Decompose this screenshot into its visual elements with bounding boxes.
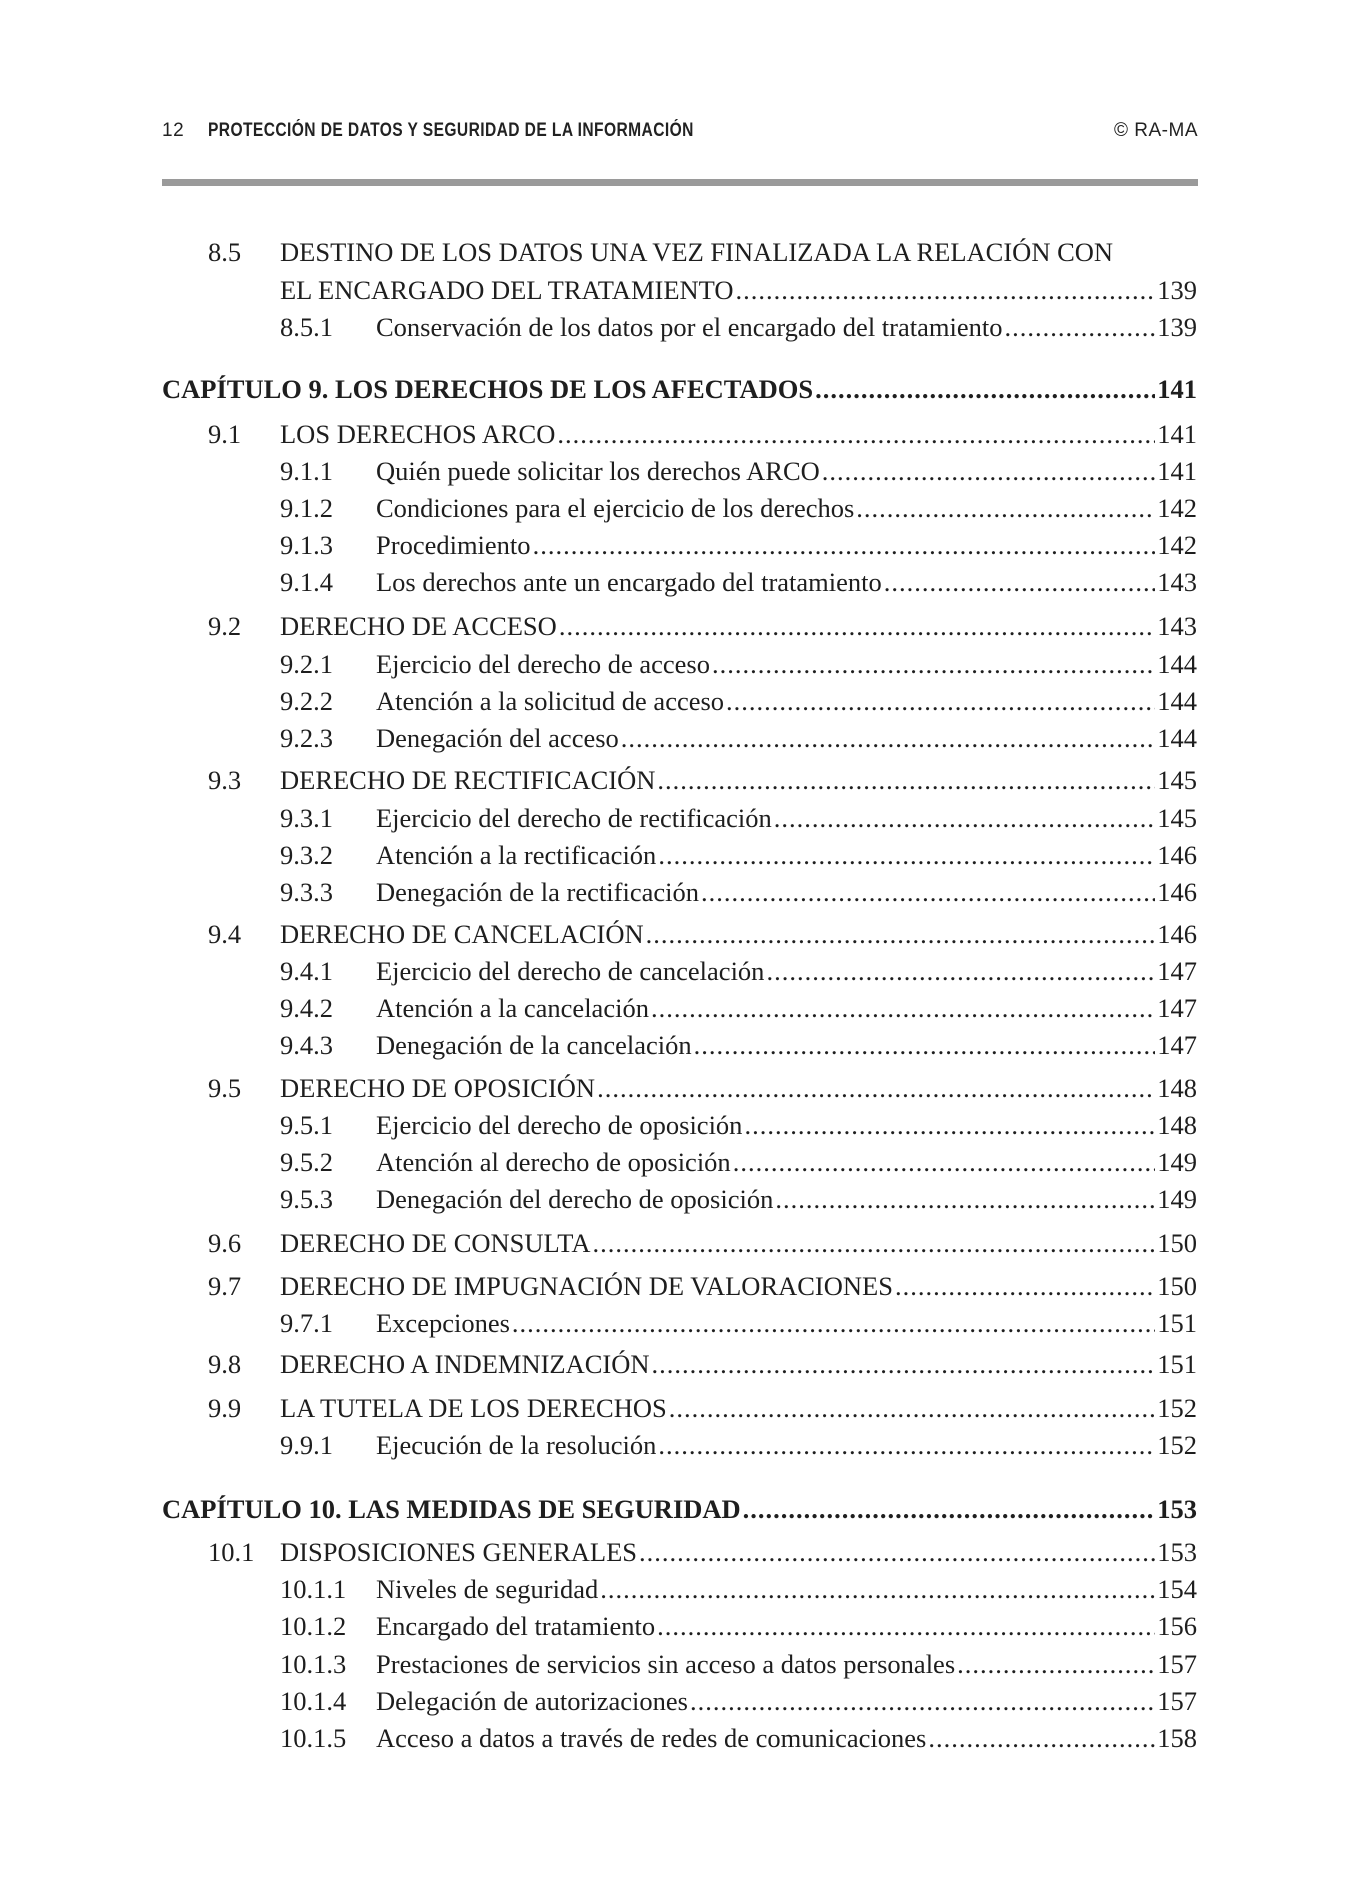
toc-number: 9.3.1	[280, 803, 333, 833]
toc-number: 10.1.3	[280, 1649, 347, 1679]
toc-page-number: 156	[1157, 1611, 1197, 1641]
toc-page-number: 141	[1157, 419, 1197, 449]
toc-page-number: 148	[1157, 1110, 1197, 1140]
dot-leader	[657, 1608, 1155, 1644]
toc-number: 9.4.3	[280, 1030, 333, 1060]
dot-leader	[712, 646, 1155, 682]
dot-leader	[658, 1427, 1155, 1463]
toc-line	[376, 953, 1197, 989]
toc-line	[376, 720, 1197, 756]
toc-line	[376, 646, 1197, 682]
toc-line	[376, 1646, 1197, 1682]
toc-page-number: 150	[1157, 1228, 1197, 1258]
dot-leader	[957, 1646, 1155, 1682]
toc-page-number: 141	[1157, 374, 1197, 404]
toc-line	[376, 1571, 1197, 1607]
toc-title: DESTINO DE LOS DATOS UNA VEZ FINALIZADA LA RELACIÓN CON	[280, 237, 1114, 267]
toc-page-number: 153	[1157, 1537, 1197, 1567]
toc-number: 9.1	[208, 419, 242, 449]
dot-leader	[726, 683, 1155, 719]
toc-number: 9.4	[208, 919, 242, 949]
toc-line	[376, 800, 1197, 836]
toc-number: 9.1.4	[280, 567, 333, 597]
toc-page-number: 151	[1157, 1308, 1197, 1338]
toc-page-number: 142	[1157, 493, 1197, 523]
toc-line	[376, 1107, 1197, 1143]
toc-page-number: 143	[1157, 567, 1197, 597]
toc-title: Ejercicio del derecho de cancelación	[376, 956, 765, 986]
toc-page-number: 139	[1157, 312, 1197, 342]
toc-line	[280, 762, 1197, 798]
toc-number: 10.1.4	[280, 1686, 347, 1716]
dot-leader	[651, 990, 1155, 1026]
toc-page-number: 154	[1157, 1574, 1197, 1604]
toc-number: 9.7.1	[280, 1308, 333, 1338]
toc-line	[280, 1534, 1197, 1570]
toc-number: 9.5	[208, 1073, 242, 1103]
toc-page-number: 152	[1157, 1430, 1197, 1460]
toc-line	[376, 1683, 1197, 1719]
toc-number: 9.1.1	[280, 456, 333, 486]
toc-line	[280, 416, 1197, 452]
toc-number: 9.3	[208, 765, 242, 795]
toc-line	[280, 1225, 1197, 1261]
toc-line	[280, 1268, 1197, 1304]
toc-page-number: 144	[1157, 723, 1197, 753]
toc-number: 8.5	[208, 237, 242, 267]
toc-number: 9.2.3	[280, 723, 333, 753]
toc-title: Ejercicio del derecho de rectificación	[376, 803, 772, 833]
toc-title: Quién puede solicitar los derechos ARCO	[376, 456, 820, 486]
toc-line	[280, 272, 1197, 308]
toc-number: 9.9.1	[280, 1430, 333, 1460]
toc-page-number: 142	[1157, 530, 1197, 560]
toc-line	[280, 1070, 1197, 1106]
toc-title: Conservación de los datos por el encargado del tratamiento	[376, 312, 1003, 342]
toc-page-number: 157	[1157, 1686, 1197, 1716]
toc-number: 9.5.3	[280, 1184, 333, 1214]
toc-title: Acceso a datos a través de redes de comunicaciones	[376, 1723, 927, 1753]
toc-number: 10.1.2	[280, 1611, 347, 1641]
toc-line	[162, 371, 1197, 407]
toc-title: Denegación del derecho de oposición	[376, 1184, 774, 1214]
toc-title: Prestaciones de servicios sin acceso a datos personales	[376, 1649, 956, 1679]
toc-line	[280, 916, 1197, 952]
toc-number: 9.3.2	[280, 840, 333, 870]
dot-leader	[559, 608, 1155, 644]
toc-line	[376, 1608, 1197, 1644]
toc-line	[280, 1390, 1197, 1426]
page-number: 12	[162, 120, 185, 141]
book-title: PROTECCIÓN DE DATOS Y SEGURIDAD DE LA INFORMACIÓN	[208, 120, 694, 141]
toc-number: 9.2	[208, 611, 242, 641]
toc-title: DERECHO DE CANCELACIÓN	[280, 919, 644, 949]
toc-title: Excepciones	[376, 1308, 510, 1338]
toc-line	[376, 1027, 1197, 1063]
toc-page-number: 149	[1157, 1147, 1197, 1177]
toc-title: Atención al derecho de oposición	[376, 1147, 731, 1177]
toc-number: 9.1.2	[280, 493, 333, 523]
toc-page-number: 150	[1157, 1271, 1197, 1301]
toc-line	[162, 1491, 1197, 1527]
toc-line	[280, 608, 1197, 644]
toc-number: 9.4.1	[280, 956, 333, 986]
toc-number: 8.5.1	[280, 312, 333, 342]
toc-page-number: 145	[1157, 765, 1197, 795]
dot-leader	[815, 371, 1155, 407]
toc-page-number: 145	[1157, 803, 1197, 833]
toc-number: 9.9	[208, 1393, 242, 1423]
dot-leader	[533, 527, 1156, 563]
toc-title: Encargado del tratamiento	[376, 1611, 656, 1641]
toc-page-number: 146	[1157, 840, 1197, 870]
toc-page-number: 144	[1157, 686, 1197, 716]
toc-title: Denegación del acceso	[376, 723, 619, 753]
toc-title: Niveles de seguridad	[376, 1574, 599, 1604]
toc-page-number: 146	[1157, 877, 1197, 907]
toc-number: 9.7	[208, 1271, 242, 1301]
toc-title: Denegación de la cancelación	[376, 1030, 692, 1060]
dot-leader	[743, 1491, 1156, 1527]
dot-leader	[597, 1070, 1155, 1106]
toc-title: DERECHO DE CONSULTA	[280, 1228, 591, 1258]
toc-number: 9.5.2	[280, 1147, 333, 1177]
toc-page-number: 149	[1157, 1184, 1197, 1214]
toc-title: DERECHO DE ACCESO	[280, 611, 557, 641]
dot-leader	[822, 453, 1155, 489]
toc-title: Ejercicio del derecho de acceso	[376, 649, 710, 679]
toc-page-number: 153	[1157, 1494, 1197, 1524]
dot-leader	[884, 564, 1155, 600]
dot-leader	[690, 1683, 1155, 1719]
toc-page-number: 146	[1157, 919, 1197, 949]
toc-title: Denegación de la rectificación	[376, 877, 699, 907]
toc-page-number: 141	[1157, 456, 1197, 486]
toc-title: CAPÍTULO 9. LOS DERECHOS DE LOS AFECTADOS	[162, 374, 814, 404]
toc-number: 9.1.3	[280, 530, 333, 560]
toc-line	[376, 837, 1197, 873]
dot-leader	[621, 720, 1155, 756]
toc-page-number: 158	[1157, 1723, 1197, 1753]
toc-line	[280, 234, 1197, 270]
toc-line	[376, 564, 1197, 600]
dot-leader	[600, 1571, 1155, 1607]
toc-title: Condiciones para el ejercicio de los derechos	[376, 493, 855, 523]
toc-page-number: 148	[1157, 1073, 1197, 1103]
toc-line	[376, 453, 1197, 489]
dot-leader	[701, 874, 1155, 910]
toc-number: 10.1.5	[280, 1723, 347, 1753]
dot-leader	[512, 1305, 1155, 1341]
toc-title: DERECHO A INDEMNIZACIÓN	[280, 1349, 650, 1379]
toc-title: CAPÍTULO 10. LAS MEDIDAS DE SEGURIDAD	[162, 1494, 741, 1524]
publisher-mark: © RA-MA	[1114, 120, 1198, 141]
dot-leader	[652, 1346, 1156, 1382]
dot-leader	[733, 1144, 1156, 1180]
toc-line	[376, 1181, 1197, 1217]
toc-page-number: 139	[1157, 275, 1197, 305]
toc-title: Atención a la rectificación	[376, 840, 657, 870]
toc-page-number: 147	[1157, 993, 1197, 1023]
dot-leader	[557, 416, 1155, 452]
dot-leader	[593, 1225, 1156, 1261]
toc-title: Atención a la solicitud de acceso	[376, 686, 725, 716]
toc-page-number: 151	[1157, 1349, 1197, 1379]
toc-number: 9.2.1	[280, 649, 333, 679]
toc-title: Atención a la cancelación	[376, 993, 649, 1023]
toc-number: 10.1.1	[280, 1574, 347, 1604]
toc-line	[376, 527, 1197, 563]
dot-leader	[1004, 309, 1155, 345]
dot-leader	[646, 916, 1156, 952]
toc-title: DERECHO DE RECTIFICACIÓN	[280, 765, 656, 795]
toc-title: EL ENCARGADO DEL TRATAMIENTO	[280, 275, 734, 305]
toc-line	[376, 1144, 1197, 1180]
toc-title: LA TUTELA DE LOS DERECHOS	[280, 1393, 667, 1423]
toc-number: 9.3.3	[280, 877, 333, 907]
toc-title: DERECHO DE OPOSICIÓN	[280, 1073, 596, 1103]
dot-leader	[774, 800, 1155, 836]
dot-leader	[694, 1027, 1156, 1063]
dot-leader	[658, 837, 1155, 873]
toc-line	[376, 1305, 1197, 1341]
dot-leader	[928, 1720, 1155, 1756]
dot-leader	[766, 953, 1155, 989]
toc-line	[376, 490, 1197, 526]
toc-title: LOS DERECHOS ARCO	[280, 419, 556, 449]
dot-leader	[856, 490, 1155, 526]
dot-leader	[744, 1107, 1155, 1143]
toc-number: 9.5.1	[280, 1110, 333, 1140]
toc-page-number: 144	[1157, 649, 1197, 679]
dot-leader	[639, 1534, 1155, 1570]
dot-leader	[895, 1268, 1155, 1304]
toc-title: Ejecución de la resolución	[376, 1430, 657, 1460]
toc-page-number: 157	[1157, 1649, 1197, 1679]
toc-number: 9.6	[208, 1228, 242, 1258]
toc-line	[376, 990, 1197, 1026]
toc-line	[280, 1346, 1197, 1382]
toc-number: 9.2.2	[280, 686, 333, 716]
toc-page-number: 152	[1157, 1393, 1197, 1423]
toc-number: 9.4.2	[280, 993, 333, 1023]
toc-title: DERECHO DE IMPUGNACIÓN DE VALORACIONES	[280, 1271, 893, 1301]
toc-title: Ejercicio del derecho de oposición	[376, 1110, 743, 1140]
toc-title: Procedimiento	[376, 530, 531, 560]
toc-line	[376, 309, 1197, 345]
toc-line	[376, 1720, 1197, 1756]
dot-leader	[669, 1390, 1156, 1426]
toc-line	[376, 683, 1197, 719]
toc-title: Delegación de autorizaciones	[376, 1686, 688, 1716]
toc-page-number: 147	[1157, 956, 1197, 986]
toc-page-number: 147	[1157, 1030, 1197, 1060]
toc-page-number: 143	[1157, 611, 1197, 641]
toc-line	[376, 874, 1197, 910]
toc-title: Los derechos ante un encargado del tratamiento	[376, 567, 882, 597]
toc-number: 10.1	[208, 1537, 255, 1567]
dot-leader	[775, 1181, 1155, 1217]
dot-leader	[736, 272, 1156, 308]
toc-number: 9.8	[208, 1349, 242, 1379]
dot-leader	[657, 762, 1155, 798]
toc-line	[376, 1427, 1197, 1463]
toc-title: DISPOSICIONES GENERALES	[280, 1537, 638, 1567]
